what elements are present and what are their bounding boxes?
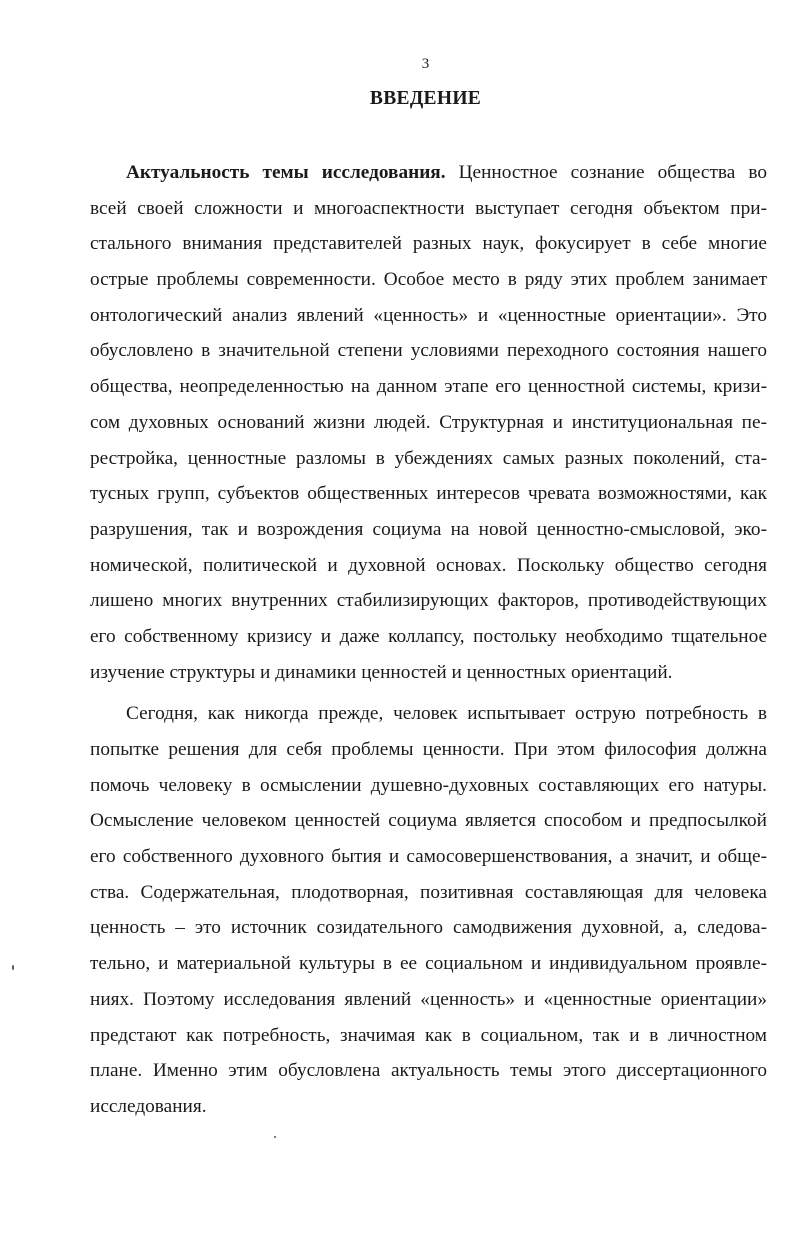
text-line: общества, неопределенностью на данном этапе его ценностной системы, кризи- [90,376,767,398]
text-line: его собственного духовного бытия и самосовершенствования, а значит, и обще- [90,846,767,868]
text-line: помочь человеку в осмыслении душевно-духовных составляющих его натуры. [90,774,767,796]
text-line: стального внимания представителей разных наук, фокусирует в себе многие [90,233,767,255]
text-line: попытке решения для себя проблемы ценности. При этом философия должна [90,739,767,760]
text-line: Осмысление человеком ценностей социума является способом и предпосылкой [90,810,767,832]
text-line: тусных групп, субъектов общественных интересов чревата возможностями, как [90,483,767,505]
text-line [90,155,767,191]
text-line-rest: Ценностное сознание общества во [445,162,767,183]
text-line: обусловлено в значительной степени условиями переходного состояния нашего [90,340,767,362]
text-line: рестройка, ценностные разломы в убеждениях самых разных поколений, ста- [90,447,767,469]
text-line: ства. Содержательная, плодотворная, позитивная составляющая для человека [90,881,767,903]
scan-speck [12,965,14,970]
text-line: его собственному кризису и даже коллапсу, постольку необходимо тщательное [90,625,767,647]
text-line: исследования. [90,1095,207,1117]
text-line: тельно, и материальной культуры в ее социальном и индивидуальном проявле- [90,953,767,975]
paragraph-lead: Актуальность темы исследования. [126,162,446,183]
text-line: всей своей сложности и многоаспектности выступает сегодня объектом при- [90,197,767,219]
body-text [90,155,767,1125]
text-line: Сегодня, как никогда прежде, человек испытывает острую потребность в [126,703,767,725]
text-line: острые проблемы современности. Особое место в ряду этих проблем занимает [90,269,767,291]
scan-speck [274,1136,276,1138]
section-heading: ВВЕДЕНИЕ [369,88,482,109]
text-line: ниях. Поэтому исследования явлений «ценность» и «ценностные ориентации» [90,988,767,1010]
text-line: изучение структуры и динамики ценностей и ценностных ориентаций. [90,661,673,683]
text-line: ценность – это источник созидательного самодвижения духовной, а, следова- [90,917,767,939]
text-line: онтологический анализ явлений «ценность» и «ценностные ориентации». Это [90,304,767,326]
text-line: разрушения, так и возрождения социума на новой ценностно-смысловой, эко- [90,518,767,540]
text-line: предстают как потребность, значимая как в социальном, так и в личностном [90,1024,767,1046]
text-line: лишено многих внутренних стабилизирующих факторов, противодействующих [90,590,767,612]
page-number: 3 [421,56,430,72]
text-line: номической, политической и духовной основах. Поскольку общество сегодня [90,554,767,576]
text-line: плане. Именно этим обусловлена актуальность темы этого диссертационного [90,1060,767,1082]
text-line: сом духовных оснований жизни людей. Структурная и институциональная пе- [90,411,767,433]
